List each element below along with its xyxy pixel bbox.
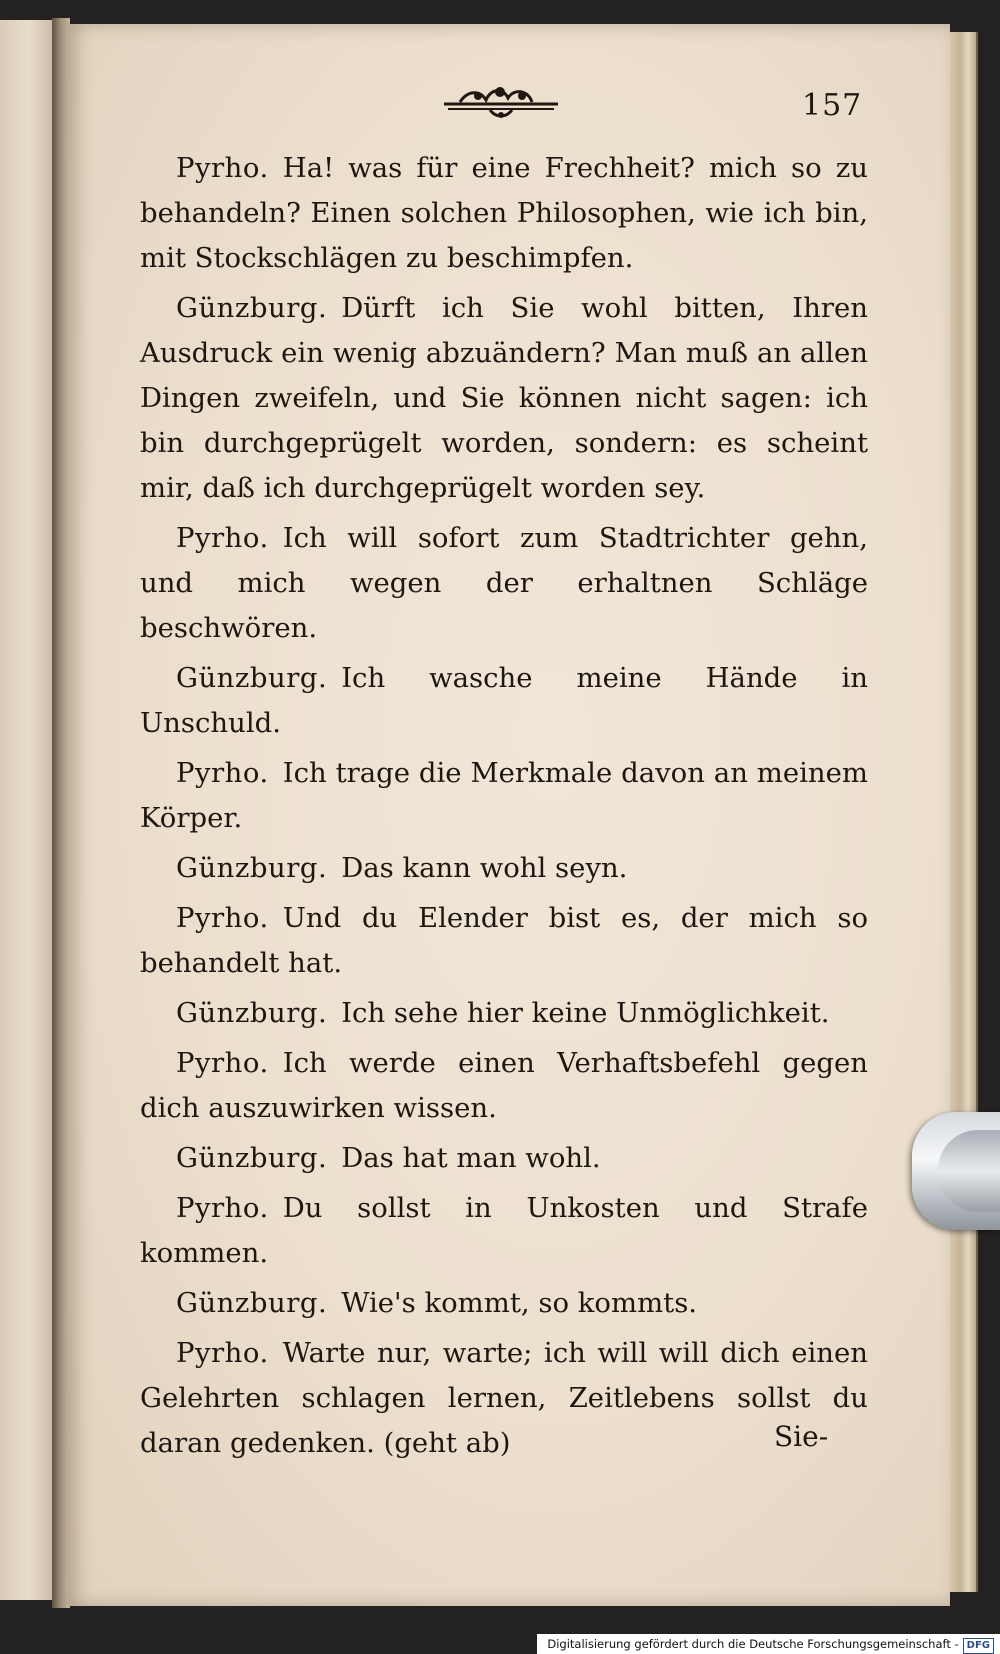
speech-paragraph — [140, 1186, 868, 1276]
speech-text: Ich trage die Merkmale davon an meinem Körper. — [140, 757, 868, 834]
speech-text: Ich wasche meine Hände in Unschuld. — [140, 662, 868, 739]
speech-paragraph — [140, 751, 868, 841]
speaker-name: Pyrho. — [176, 757, 269, 789]
speech-text: Dürft ich Sie wohl bitten, Ihren Ausdruck ein wenig abzuändern? Man muß an allen Dingen zweifeln, und Sie können nicht sagen: ich bin durchgeprügelt worden, sondern: es scheint mir, daß ich durchgeprügelt worden sey. — [140, 292, 868, 504]
speech-paragraph — [140, 1331, 868, 1466]
speaker-name: Günzburg. — [176, 997, 328, 1029]
digitization-footer — [537, 1634, 1000, 1654]
speaker-name: Günzburg. — [176, 662, 328, 694]
speech-paragraph — [140, 1281, 868, 1326]
speaker-name: Pyrho. — [176, 522, 269, 554]
speech-paragraph — [140, 991, 868, 1036]
page-clip-inner — [938, 1130, 1000, 1212]
speech-paragraph — [140, 516, 868, 651]
speaker-name: Pyrho. — [176, 152, 269, 184]
speech-text: Du sollst in Unkosten und Strafe kommen. — [140, 1192, 868, 1269]
speech-text: Das hat man wohl. — [341, 1142, 601, 1174]
speech-text: Ich werde einen Verhaftsbefehl gegen dich auszuwirken wissen. — [140, 1047, 868, 1124]
speaker-name: Günzburg. — [176, 1287, 328, 1319]
speaker-name: Pyrho. — [176, 1337, 269, 1369]
footer-credit: Digitalisierung gefördert durch die Deutsche Forschungsgemeinschaft - — [547, 1637, 959, 1651]
page-text — [140, 146, 868, 1471]
speech-paragraph — [140, 286, 868, 511]
speaker-name: Pyrho. — [176, 902, 269, 934]
speaker-name: Günzburg. — [176, 292, 328, 324]
speaker-name: Pyrho. — [176, 1047, 269, 1079]
left-page-edge — [0, 20, 54, 1600]
speaker-name: Günzburg. — [176, 1142, 328, 1174]
speech-paragraph — [140, 896, 868, 986]
floral-ornament-icon — [440, 82, 562, 120]
speech-text: Ich sehe hier keine Unmöglichkeit. — [341, 997, 830, 1029]
speech-paragraph — [140, 846, 868, 891]
speech-paragraph — [140, 1136, 868, 1181]
page-stack-edge — [950, 32, 978, 1592]
speaker-name: Günzburg. — [176, 852, 328, 884]
speech-text: Warte nur, warte; ich will will dich einen Gelehrten schlagen lernen, Zeitlebens sollst du daran gedenken. (geht ab) — [140, 1337, 868, 1459]
speech-paragraph — [140, 146, 868, 281]
speech-text: Wie's kommt, so kommts. — [341, 1287, 698, 1319]
catchword: Sie- — [774, 1420, 829, 1453]
page-number: 157 — [802, 88, 863, 123]
speech-paragraph — [140, 656, 868, 746]
speech-text: Ich will sofort zum Stadtrichter gehn, und mich wegen der erhaltnen Schläge beschwören. — [140, 522, 868, 644]
page-clip — [912, 1112, 1000, 1230]
dfg-logo: DFG — [963, 1638, 994, 1654]
speech-text: Ha! was für eine Frechheit? mich so zu behandeln? Einen solchen Philosophen, wie ich bin, mit Stockschlägen zu beschimpfen. — [140, 152, 868, 274]
speaker-name: Pyrho. — [176, 1192, 269, 1224]
speech-text: Das kann wohl seyn. — [341, 852, 628, 884]
speech-paragraph — [140, 1041, 868, 1131]
speech-text: Und du Elender bist es, der mich so behandelt hat. — [140, 902, 868, 979]
